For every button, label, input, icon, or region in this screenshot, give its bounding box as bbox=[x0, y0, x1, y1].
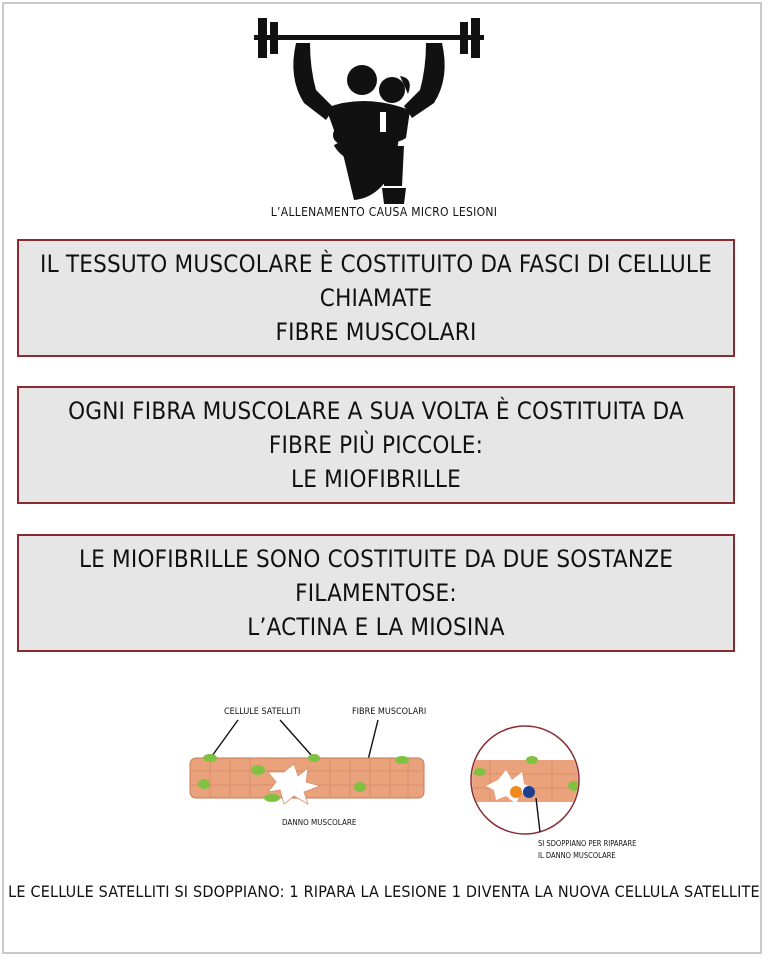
info-box-line: L’ACTINA E LA MIOSINA bbox=[247, 613, 505, 641]
info-box-line: LE MIOFIBRILLE bbox=[291, 465, 461, 493]
pointer-line bbox=[212, 720, 238, 756]
info-box-line: FIBRE MUSCOLARI bbox=[275, 318, 477, 346]
info-box-line: OGNI FIBRA MUSCOLARE A SUA VOLTA È COSTITUITA DA FIBRE PIÙ PICCOLE: bbox=[68, 397, 684, 459]
label-split-line2: il danno muscolare bbox=[538, 851, 616, 860]
info-box-myofibrils bbox=[17, 386, 735, 504]
logo-caption: L’ALLENAMENTO CAUSA MICRO LESIONI bbox=[270, 205, 498, 219]
label-split-line1: Si sdoppiano per riparare bbox=[538, 839, 637, 848]
label-satellite-cells: Cellule satelliti bbox=[224, 707, 301, 717]
satellite-cells-diagram bbox=[180, 700, 640, 870]
info-box-muscle-tissue bbox=[17, 239, 735, 357]
weightlifting-couple-icon bbox=[244, 8, 494, 204]
info-box-line: LE MIOFIBRILLE SONO COSTITUITE DA DUE SOSTANZE FILAMENTOSE: bbox=[78, 545, 674, 607]
info-box-actin-myosin bbox=[17, 534, 735, 652]
muscle-fiber bbox=[190, 754, 424, 804]
info-box-line: IL TESSUTO MUSCOLARE È COSTITUITO DA FASCI DI CELLULE CHIAMATE bbox=[40, 250, 712, 312]
zoom-circle bbox=[470, 726, 580, 834]
label-muscle-fibres: Fibre muscolari bbox=[352, 707, 427, 717]
pointer-line bbox=[280, 720, 312, 756]
footer-caption: LE CELLULE SATELLITI SI SDOPPIANO: 1 RIPARA LA LESIONE 1 DIVENTA LA NUOVA CELLULA SATELLITE bbox=[8, 882, 760, 901]
split-cell-blue bbox=[523, 786, 535, 798]
label-muscle-damage: Danno muscolare bbox=[282, 818, 357, 827]
split-cell-orange bbox=[510, 786, 522, 798]
